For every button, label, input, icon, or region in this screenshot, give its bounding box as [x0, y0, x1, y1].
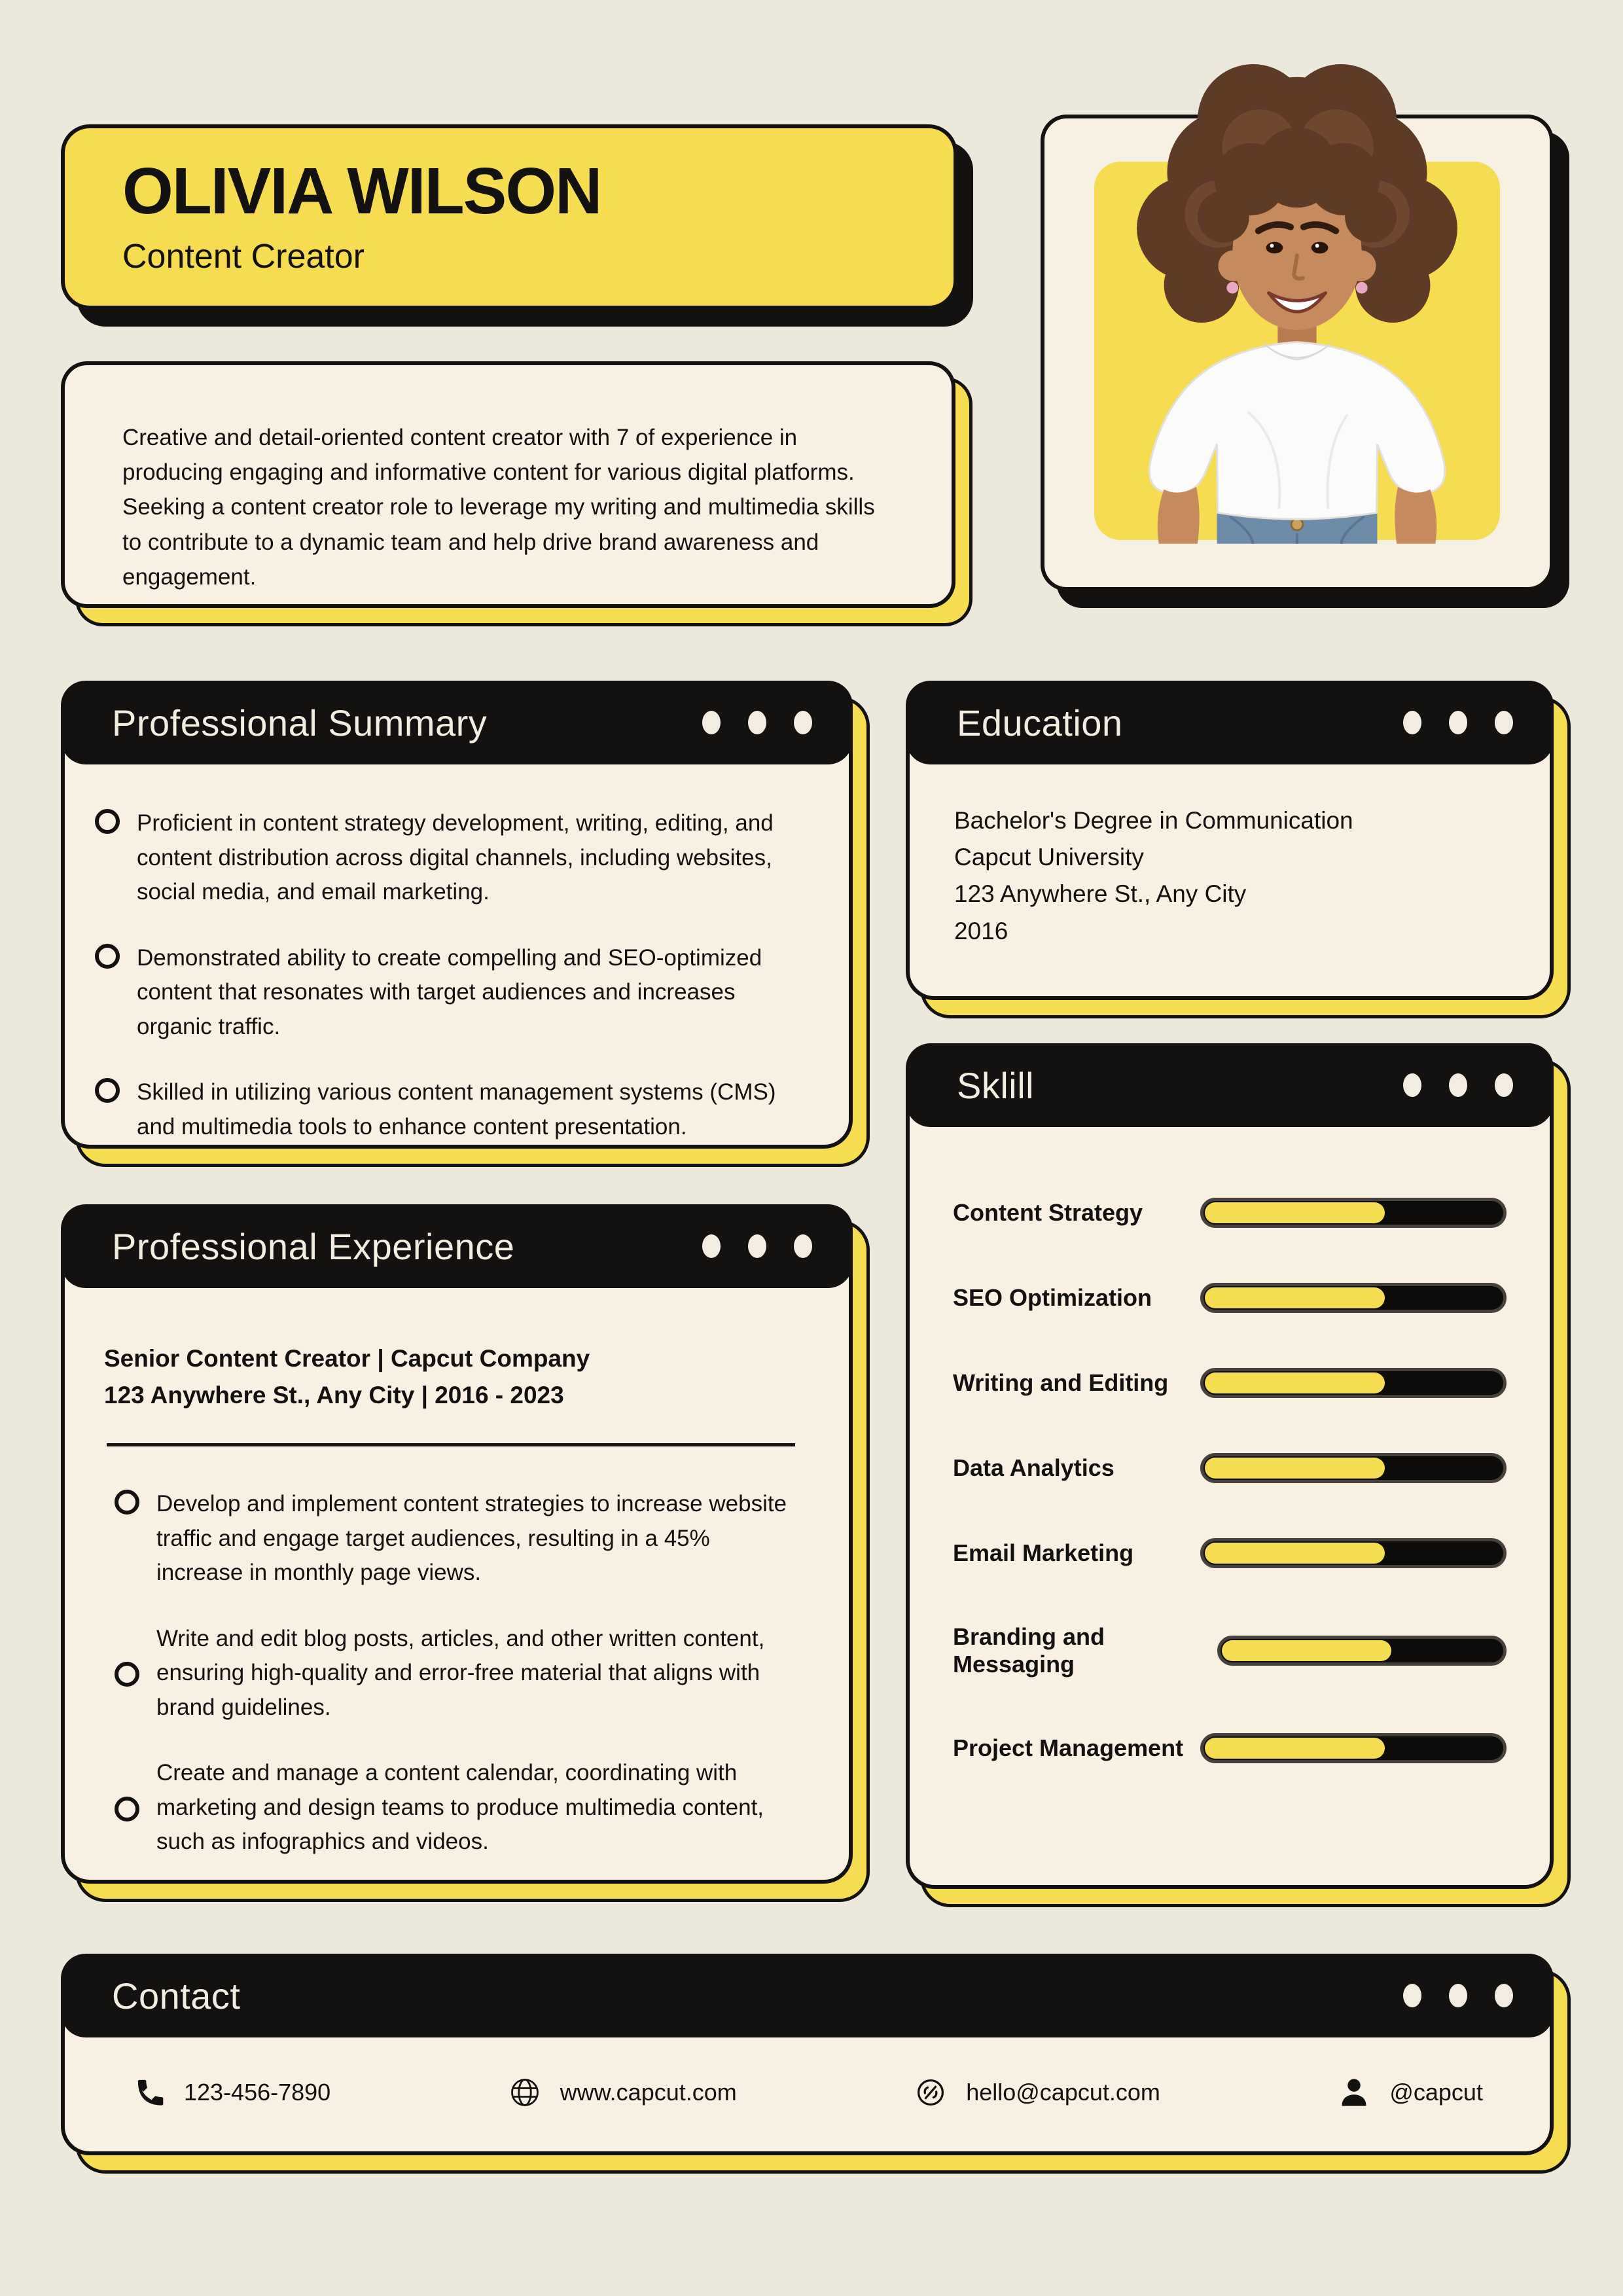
bullet-circle-icon	[95, 1078, 120, 1103]
experience-location-dates: 123 Anywhere St., Any City | 2016 - 2023	[104, 1381, 564, 1408]
name-header-card	[61, 124, 957, 310]
bullet-circle-icon	[95, 944, 120, 969]
window-dot	[1449, 1984, 1467, 2007]
window-dot	[702, 1234, 721, 1258]
contact-email: hello@capcut.com	[966, 2079, 1160, 2106]
bullet-circle-icon	[115, 1662, 139, 1687]
skill-label: Writing and Editing	[953, 1369, 1169, 1396]
skill-bar-fill	[1205, 1202, 1385, 1223]
window-dots	[1403, 1073, 1513, 1097]
skill-bar-fill	[1205, 1543, 1385, 1564]
experience-body	[65, 1288, 849, 1859]
window-dot	[748, 1234, 766, 1258]
contact-title: Contact	[112, 1975, 241, 2017]
bullet-circle-icon	[115, 1797, 139, 1821]
contact-item-email	[914, 2075, 1160, 2109]
education-title: Education	[957, 702, 1123, 744]
window-dot	[1495, 1984, 1513, 2007]
window-dot	[1495, 1073, 1513, 1097]
bullet-circle-icon	[115, 1490, 139, 1515]
education-body	[910, 764, 1550, 950]
window-dots	[1403, 1984, 1513, 2007]
professional-summary-header	[61, 681, 853, 764]
globe-icon	[508, 2075, 542, 2109]
list-item	[104, 1756, 798, 1859]
professional-experience-header	[61, 1204, 853, 1288]
skill-label: Content Strategy	[953, 1199, 1143, 1226]
contact-social: @capcut	[1389, 2079, 1483, 2106]
bullet-circle-icon	[95, 809, 120, 834]
skill-label: SEO Optimization	[953, 1284, 1152, 1311]
summary-bullet-list	[65, 764, 849, 1144]
skill-bar-fill	[1222, 1640, 1391, 1661]
contact-item-website	[508, 2075, 737, 2109]
window-dots	[1403, 711, 1513, 734]
professional-summary-title: Professional Summary	[112, 702, 488, 744]
window-dots	[702, 711, 812, 734]
bullet-text: Skilled in utilizing various content management systems (CMS) and multimedia tools to enhance content presentation.	[137, 1079, 776, 1139]
skill-bar-fill	[1205, 1738, 1385, 1759]
window-dot	[1449, 711, 1467, 734]
skill-bar-fill	[1205, 1287, 1385, 1308]
contact-body	[65, 2037, 1550, 2147]
education-header	[906, 681, 1554, 764]
list-item	[104, 1487, 798, 1590]
skill-bar	[1200, 1198, 1507, 1228]
skill-row	[953, 1453, 1507, 1483]
window-dot	[702, 711, 721, 734]
skill-bar	[1200, 1733, 1507, 1763]
window-dots	[702, 1234, 812, 1258]
window-dot	[794, 711, 812, 734]
skill-row	[953, 1733, 1507, 1763]
contact-header	[61, 1954, 1554, 2037]
skills-list	[910, 1127, 1550, 1763]
skill-row	[953, 1198, 1507, 1228]
bullet-text: Write and edit blog posts, articles, and other written content, ensuring high-quality and error-free material that aligns with brand guidelines.	[156, 1625, 765, 1720]
bullet-text: Create and manage a content calendar, coordinating with marketing and design teams to produce multimedia content, such as infographics and videos.	[156, 1760, 764, 1854]
skill-label: Data Analytics	[953, 1454, 1115, 1481]
window-dot	[1495, 711, 1513, 734]
contact-website: www.capcut.com	[560, 2079, 737, 2106]
intro-text: Creative and detail-oriented content creator with 7 of experience in producing engaging and informative content for various digital platforms. Seeking a content creator role to leverage my writing and multimedia skills to contribute to a dynamic team and help drive brand awareness and engagement.	[122, 425, 875, 590]
list-item	[104, 1622, 798, 1725]
education-year: 2016	[954, 917, 1008, 944]
contact-card	[61, 1954, 1554, 2155]
contact-item-phone	[132, 2075, 330, 2109]
skill-bar	[1200, 1538, 1507, 1568]
professional-experience-card	[61, 1204, 853, 1884]
list-item	[84, 1075, 807, 1144]
education-card	[906, 681, 1554, 1000]
education-school: Capcut University	[954, 844, 1144, 871]
profile-photo	[1090, 52, 1504, 544]
skill-bar	[1200, 1453, 1507, 1483]
skill-label: Branding and Messaging	[953, 1623, 1105, 1677]
user-icon	[1337, 2075, 1371, 2109]
skill-row	[953, 1623, 1507, 1678]
contact-item-social	[1337, 2075, 1483, 2109]
skill-bar	[1200, 1368, 1507, 1398]
window-dot	[748, 711, 766, 734]
bullet-text: Develop and implement content strategies to increase website traffic and engage target audiences, resulting in a 45% increase in monthly page views.	[156, 1491, 787, 1585]
skill-bar	[1217, 1636, 1507, 1666]
person-name: OLIVIA WILSON	[122, 154, 601, 228]
list-item	[84, 806, 807, 910]
professional-summary-card	[61, 681, 853, 1149]
skills-card	[906, 1043, 1554, 1889]
skill-bar-fill	[1205, 1372, 1385, 1393]
window-dot	[1449, 1073, 1467, 1097]
professional-experience-title: Professional Experience	[112, 1225, 515, 1267]
skills-title: Sklill	[957, 1064, 1035, 1106]
experience-role: Senior Content Creator | Capcut Company	[104, 1345, 590, 1372]
divider	[107, 1443, 795, 1446]
contact-phone: 123-456-7890	[184, 2079, 331, 2106]
education-degree: Bachelor's Degree in Communication	[954, 807, 1353, 834]
window-dot	[1403, 1073, 1421, 1097]
window-dot	[1403, 711, 1421, 734]
bullet-text: Proficient in content strategy development, writing, editing, and content distribution across digital channels, including websites, social media, and email marketing.	[137, 810, 774, 905]
skill-label: Project Management	[953, 1734, 1184, 1761]
skill-bar	[1200, 1283, 1507, 1313]
person-role: Content Creator	[122, 237, 365, 276]
link-icon	[914, 2075, 948, 2109]
skill-row	[953, 1538, 1507, 1568]
skill-row	[953, 1368, 1507, 1398]
skill-row	[953, 1283, 1507, 1313]
skill-bar-fill	[1205, 1458, 1385, 1479]
photo-card	[1041, 115, 1554, 591]
intro-card	[61, 361, 955, 608]
window-dot	[794, 1234, 812, 1258]
education-address: 123 Anywhere St., Any City	[954, 880, 1247, 908]
skill-label: Email Marketing	[953, 1539, 1134, 1566]
bullet-text: Demonstrated ability to create compelling and SEO-optimized content that resonates with target audiences and increases organic traffic.	[137, 944, 762, 1039]
list-item	[84, 941, 807, 1045]
window-dot	[1403, 1984, 1421, 2007]
skills-header	[906, 1043, 1554, 1127]
phone-icon	[132, 2075, 166, 2109]
